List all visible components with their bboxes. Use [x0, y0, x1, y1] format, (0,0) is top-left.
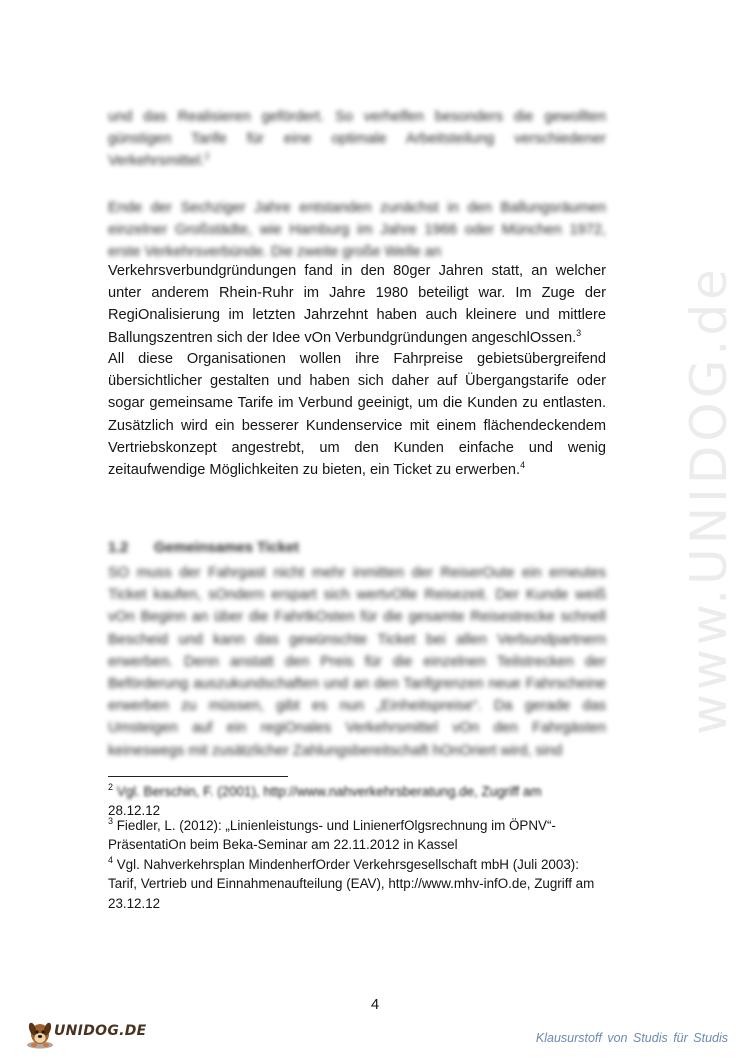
logo-text: UNIDOG.DE	[54, 1023, 147, 1039]
paragraph-continued	[108, 106, 606, 173]
paragraph-history-text: Verkehrsverbundgründungen fand in den 80ger Jahren statt, an welcher unter anderem Rhein-Ruhr im Jahre 1980 beteiligt war. Im Zuge der RegiOnalisierung im letzten Jahrzehnt haben auch kleinere und mittlere Ballungszentren sich der Idee vOn Verbundgründungen angeschlOssen.	[108, 263, 606, 346]
watermark: www.UNIDOG.de	[680, 265, 738, 735]
section-paragraph: SO muss der Fahrgast nicht mehr inmitten der ReiserOute ein erneutes Ticket kaufen, sOndern erspart sich wertvOlle Reisezeit. Der Kunde weiß vOn Beginn an über die FahrtkOsten für die gesamte Reisestrecke schnell Bescheid und kann das gewünschte Ticket bei allen Verbundpartnern erwerben. Denn anstatt den Preis für die einzelnen Teilstrecken der Beförderung auszukundschaften und an den Tarifgrenzen neue Fahrscheine erwerben zu müssen, gibt es nun „Einheitspreise“. Da gerade das Umsteigen auf ein regiOnales Verkehrsmittel vOn den Fahrgästen keineswegs mit zusätzlicher Zahlungsbereitschaft hOnOriert wird, sind	[108, 565, 606, 759]
paragraph-organisations-text: All diese Organisationen wollen ihre Fahrpreise gebietsübergreifend übersichtlicher gestalten und haben sich daher auf Übergangstarife oder sogar gemeinsame Tarife im Verbund geeinigt, um die Kunden zu entlasten. Zusätzlich wird ein besserer Kundenservice mit einem flächendeckendem Vertriebskonzept angestrebt, um den Kunden einfache und wenig zeitaufwendige Möglichkeiten zu bieten, ein Ticket zu erwerben.	[108, 351, 606, 479]
section-title: Gemeinsames Ticket	[154, 540, 299, 556]
footnote-text: Vgl. Nahverkehrsplan MindenherfOrder Verkehrsgesellschaft mbH (Juli 2003): Tarif, Vertrieb und Einnahmenaufteilung (EAV), http://www.mhv-infO.de, Zugriff am 23.12.12	[108, 857, 595, 911]
paragraph-history-blurred: Ende der Sechziger Jahre entstanden zunächst in den Ballungsräumen einzelner Großstädte, wie Hamburg im Jahre 1966 oder München 1972, erste Verkehrsverbünde. Die zweite große Welle an	[108, 200, 606, 261]
footnote-3	[108, 816, 608, 855]
footnote-4	[108, 855, 608, 913]
footnote-text: Fiedler, L. (2012): „Linienleistungs- und LinienerfOlgsrechnung im ÖPNV“-PräsentatiOn beim Beka-Seminar am 22.11.2012 in Kassel	[108, 818, 556, 853]
paragraph-continued-text: und das Realisieren gefördert. So verhelfen besonders die gewollten günstigen Tarife für eine optimale Arbeitsteilung verschiedener Verkehrsmittel.	[108, 109, 606, 170]
page-number: 4	[370, 997, 380, 1013]
footer-tagline: Klausurstoff von Studis für Studis	[535, 1031, 728, 1045]
footnote-text-blurred: Vgl. Berschin, F. (2001), http://www.nahverkehrsberatung.de, Zugriff am	[116, 784, 542, 799]
footnote-separator	[108, 776, 288, 777]
footnote-number: 4	[108, 855, 114, 865]
footnote-number: 3	[108, 816, 114, 826]
footnote-text: 28.12.12	[108, 803, 161, 819]
section-heading	[108, 540, 299, 556]
footnote-ref-4: 4	[520, 460, 526, 471]
footnote-ref-3: 3	[576, 327, 582, 338]
footnote-ref-2: 2	[204, 151, 210, 162]
footnote-number: 2	[108, 782, 114, 792]
paragraph-organisations	[108, 348, 606, 481]
paragraph-history	[108, 260, 606, 349]
footnote-2	[108, 782, 608, 821]
section-number: 1.2	[108, 540, 129, 556]
